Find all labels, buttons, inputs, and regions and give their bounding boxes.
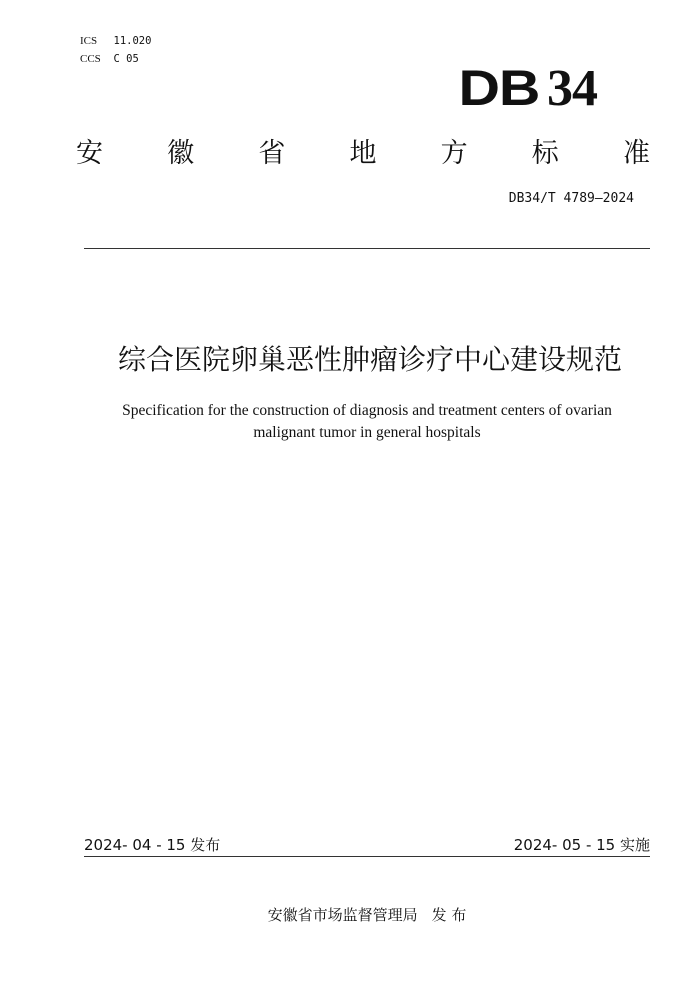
document-title-zh: 综合医院卵巢恶性肿瘤诊疗中心建设规范 xyxy=(117,343,622,376)
logo-number: 34 xyxy=(547,60,597,117)
classification-codes xyxy=(80,32,151,68)
ccs-label: CCS xyxy=(80,53,101,65)
ics-row xyxy=(80,32,151,50)
top-divider xyxy=(84,248,650,249)
standard-type-heading xyxy=(76,134,650,174)
publisher-name: 安徽省市场监督管理局 xyxy=(267,906,418,924)
standard-type-char: 方 xyxy=(440,138,468,169)
standard-type-char: 省 xyxy=(258,138,286,169)
publish-date: 2024- 04 - 15 发布 xyxy=(84,836,221,854)
standard-type-char: 安 xyxy=(76,138,103,169)
title-en-line-2: malignant tumor in general hospitals xyxy=(253,424,481,441)
bottom-divider xyxy=(84,856,650,857)
implement-date: 2024- 05 - 15 实施 xyxy=(513,836,650,854)
standard-code: DB34/T 4789—2024 xyxy=(508,191,634,206)
standard-type-char: 徽 xyxy=(167,138,195,169)
db34-logo xyxy=(458,60,597,117)
standard-type-char: 标 xyxy=(531,138,559,169)
logo-db-text: DB xyxy=(458,60,539,116)
document-title-en xyxy=(0,400,700,444)
publisher-line xyxy=(0,904,700,926)
ccs-row xyxy=(80,50,151,68)
ics-label: ICS xyxy=(80,35,98,47)
publisher-action: 发 布 xyxy=(431,906,467,924)
ics-value: 11.020 xyxy=(113,35,152,47)
standard-type-char: 地 xyxy=(349,138,377,169)
standard-type-char: 准 xyxy=(622,138,650,169)
title-en-line-1: Specification for the construction of diagnosis and treatment centers of ovarian xyxy=(122,402,612,419)
ccs-value: C 05 xyxy=(113,53,139,65)
